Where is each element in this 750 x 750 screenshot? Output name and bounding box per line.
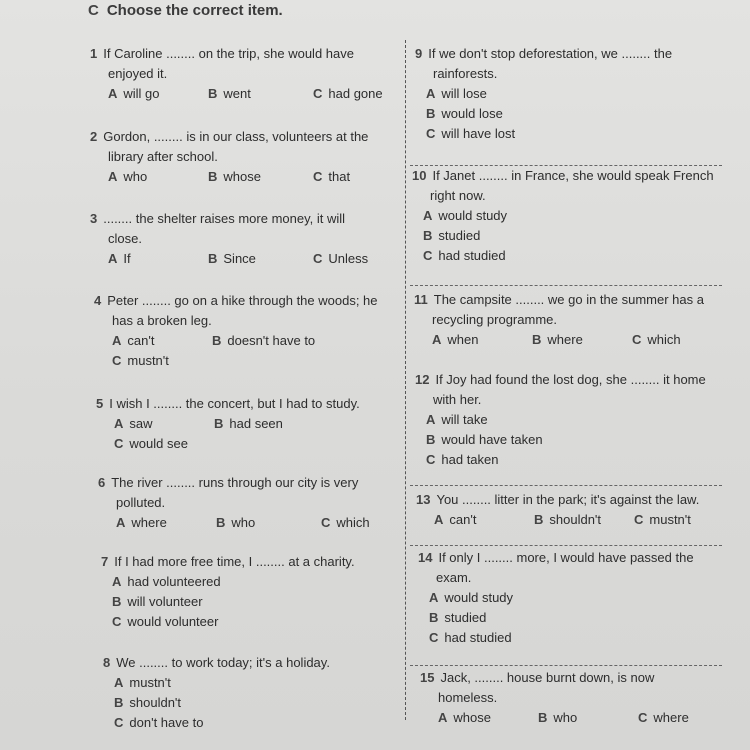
section-title: Choose the correct item. (106, 2, 283, 19)
option-text: don't have to (129, 715, 204, 730)
question-text-continued: close. (108, 231, 142, 246)
question-text-continued: homeless. (438, 690, 498, 705)
option-letter: C (114, 436, 124, 451)
question-number: 12 (415, 372, 430, 387)
option-letter: A (116, 515, 126, 530)
option-text: which (647, 332, 681, 347)
answer-options (90, 249, 396, 269)
answer-option-b[interactable] (208, 167, 261, 187)
question-number: 15 (420, 670, 435, 685)
option-letter: C (638, 710, 648, 725)
question-number: 11 (414, 292, 428, 307)
answer-option-a[interactable] (415, 84, 719, 104)
answer-option-c[interactable] (418, 628, 720, 648)
answer-option-a[interactable] (101, 572, 401, 592)
option-text: that (328, 169, 351, 184)
question-number: 4 (94, 293, 102, 308)
question-text: We ........ to work today; it's a holiday. (116, 655, 330, 670)
answer-option-b[interactable] (208, 84, 251, 104)
option-text: will have lost (441, 126, 516, 141)
option-letter: C (313, 169, 323, 184)
option-letter: C (429, 630, 439, 645)
row-divider (410, 485, 722, 486)
option-text: saw (129, 416, 153, 431)
question-stem (416, 490, 722, 510)
option-letter: C (423, 248, 433, 263)
answer-options (418, 588, 720, 648)
answer-options (415, 84, 719, 144)
option-letter: B (114, 695, 124, 710)
question-stem (415, 44, 719, 64)
option-letter: C (426, 126, 436, 141)
question-13 (416, 490, 722, 530)
option-text: whose (223, 169, 261, 184)
option-text: who (123, 169, 148, 184)
question-number: 3 (90, 211, 98, 226)
option-letter: A (432, 332, 442, 347)
option-letter: A (108, 169, 118, 184)
option-text: mustn't (649, 512, 691, 527)
answer-options (94, 351, 398, 371)
question-number: 7 (101, 554, 109, 569)
question-stem (420, 668, 722, 688)
option-text: would volunteer (127, 614, 219, 629)
question-1 (90, 44, 396, 104)
row-divider (410, 545, 722, 546)
option-text: had studied (438, 248, 506, 263)
answer-option-a[interactable] (112, 331, 154, 351)
answer-options (96, 434, 396, 454)
answer-option-c[interactable] (313, 249, 368, 269)
option-text: went (223, 86, 251, 101)
answer-option-a[interactable] (434, 510, 476, 530)
question-text-continued: exam. (436, 570, 472, 585)
question-text: If we don't stop deforestation, we ........ the (428, 46, 673, 61)
option-text: Since (223, 251, 256, 266)
answer-option-b[interactable] (216, 513, 255, 533)
answer-options (414, 330, 720, 350)
answer-option-a[interactable] (415, 410, 721, 430)
option-text: had seen (229, 416, 283, 431)
answer-option-a[interactable] (108, 84, 160, 104)
option-text: would lose (441, 106, 503, 121)
question-2 (90, 127, 396, 187)
answer-options (90, 167, 396, 187)
option-text: mustn't (127, 353, 169, 368)
question-stem (103, 653, 393, 673)
option-letter: A (426, 412, 436, 427)
question-text-continued: library after school. (108, 149, 218, 164)
question-5 (96, 394, 396, 454)
answer-option-a[interactable] (116, 513, 167, 533)
option-text: studied (444, 610, 487, 625)
answer-option-b[interactable] (214, 414, 283, 434)
question-4 (94, 291, 398, 371)
option-letter: C (112, 353, 122, 368)
question-text-continued: polluted. (116, 495, 166, 510)
option-letter: C (313, 86, 323, 101)
answer-option-c[interactable] (101, 612, 401, 632)
option-letter: B (423, 228, 433, 243)
answer-option-a[interactable] (108, 249, 131, 269)
answer-option-c[interactable] (313, 167, 350, 187)
answer-option-c[interactable] (632, 330, 681, 350)
answer-options (103, 673, 393, 733)
option-letter: A (114, 675, 124, 690)
question-text: The river ........ runs through our city is very (111, 475, 359, 490)
option-letter: A (429, 590, 439, 605)
answer-option-c[interactable] (114, 434, 188, 454)
option-text: will lose (441, 86, 487, 101)
question-text-continued: rainforests. (433, 66, 498, 81)
option-letter: C (426, 452, 436, 467)
answer-options (98, 513, 402, 533)
question-text: ........ the shelter raises more money, it will (103, 211, 346, 226)
option-letter: B (208, 169, 218, 184)
question-text: I wish I ........ the concert, but I had to study. (109, 396, 360, 411)
question-text: If only I ........ more, I would have passed the (438, 550, 694, 565)
option-text: would study (444, 590, 514, 605)
option-text: shouldn't (129, 695, 182, 710)
question-number: 10 (412, 168, 427, 183)
question-11 (414, 290, 720, 350)
question-text-continued: recycling programme. (432, 312, 557, 327)
option-text: can't (127, 333, 155, 348)
option-text: where (131, 515, 167, 530)
question-number: 1 (90, 46, 98, 61)
answer-options (415, 410, 721, 470)
question-number: 9 (415, 46, 423, 61)
option-text: where (547, 332, 583, 347)
option-text: doesn't have to (227, 333, 316, 348)
option-letter: C (634, 512, 644, 527)
question-6 (98, 473, 402, 533)
question-stem (90, 209, 396, 229)
question-stem (418, 548, 720, 568)
option-letter: C (313, 251, 323, 266)
question-stem (412, 166, 720, 186)
option-text: can't (449, 512, 477, 527)
question-text-continued: has a broken leg. (112, 313, 212, 328)
answer-options (412, 206, 720, 266)
answer-options (420, 708, 722, 728)
option-letter: C (321, 515, 331, 530)
section-heading (88, 2, 283, 19)
section-letter: C (88, 2, 99, 19)
question-number: 6 (98, 475, 106, 490)
option-letter: A (114, 416, 124, 431)
option-text: will take (441, 412, 488, 427)
option-text: would have taken (441, 432, 543, 447)
answer-options (94, 331, 398, 351)
option-letter: A (112, 333, 122, 348)
option-letter: C (114, 715, 124, 730)
answer-option-a[interactable] (412, 206, 720, 226)
answer-option-c[interactable] (103, 713, 393, 733)
answer-option-a[interactable] (103, 673, 393, 693)
option-text: where (653, 710, 689, 725)
question-number: 2 (90, 129, 98, 144)
answer-option-c[interactable] (415, 450, 721, 470)
option-text: had volunteered (127, 574, 221, 589)
option-letter: A (108, 251, 118, 266)
option-text: mustn't (129, 675, 171, 690)
answer-option-b[interactable] (538, 708, 577, 728)
option-text: shouldn't (549, 512, 602, 527)
question-stem (101, 552, 401, 572)
question-stem (90, 44, 396, 64)
option-text: If (123, 251, 131, 266)
option-text: which (336, 515, 370, 530)
answer-option-b[interactable] (415, 430, 721, 450)
answer-option-b[interactable] (212, 331, 315, 351)
option-text: Unless (328, 251, 369, 266)
answer-option-c[interactable] (321, 513, 370, 533)
question-text: The campsite ........ we go in the summer has a (433, 292, 704, 307)
answer-options (96, 414, 396, 434)
option-text: will go (123, 86, 160, 101)
question-stem (96, 394, 396, 414)
option-letter: C (112, 614, 122, 629)
option-text: would see (129, 436, 188, 451)
answer-option-b[interactable] (101, 592, 401, 612)
question-text-continued: with her. (433, 392, 482, 407)
question-15 (420, 668, 722, 728)
question-text-continued: enjoyed it. (108, 66, 168, 81)
option-letter: B (534, 512, 544, 527)
option-text: studied (438, 228, 481, 243)
answer-option-a[interactable] (438, 708, 491, 728)
question-text: Peter ........ go on a hike through the woods; he (107, 293, 378, 308)
row-divider (410, 665, 722, 666)
answer-option-b[interactable] (415, 104, 719, 124)
answer-option-b[interactable] (418, 608, 720, 628)
option-letter: B (532, 332, 542, 347)
question-9 (415, 44, 719, 144)
question-3 (90, 209, 396, 269)
question-number: 13 (416, 492, 431, 507)
option-letter: A (108, 86, 118, 101)
option-letter: B (216, 515, 226, 530)
question-number: 5 (96, 396, 104, 411)
answer-option-b[interactable] (532, 330, 583, 350)
option-letter: B (214, 416, 224, 431)
option-letter: A (112, 574, 122, 589)
option-text: had taken (441, 452, 499, 467)
answer-option-a[interactable] (114, 414, 153, 434)
option-text: had studied (444, 630, 512, 645)
question-number: 8 (103, 655, 111, 670)
option-letter: A (426, 86, 436, 101)
row-divider (410, 285, 722, 286)
option-text: when (447, 332, 479, 347)
option-letter: B (208, 251, 218, 266)
question-stem (415, 370, 721, 390)
question-stem (414, 290, 720, 310)
answer-options (90, 84, 396, 104)
option-text: had gone (328, 86, 383, 101)
answer-option-c[interactable] (313, 84, 383, 104)
option-text: who (231, 515, 256, 530)
question-12 (415, 370, 721, 470)
answer-option-a[interactable] (108, 167, 147, 187)
option-letter: C (632, 332, 642, 347)
question-text: If I had more free time, I ........ at a charity. (114, 554, 355, 569)
question-text: You ........ litter in the park; it's against the law. (436, 492, 700, 507)
option-text: whose (453, 710, 491, 725)
question-stem (90, 127, 396, 147)
answer-option-b[interactable] (103, 693, 393, 713)
answer-option-c[interactable] (412, 246, 720, 266)
option-letter: A (423, 208, 433, 223)
answer-option-a[interactable] (418, 588, 720, 608)
answer-option-b[interactable] (412, 226, 720, 246)
option-letter: B (426, 432, 436, 447)
option-letter: B (208, 86, 218, 101)
option-letter: B (429, 610, 439, 625)
answer-option-a[interactable] (432, 330, 478, 350)
question-stem (94, 291, 398, 311)
question-text: If Joy had found the lost dog, she ........ it home (435, 372, 706, 387)
question-text: Jack, ........ house burnt down, is now (440, 670, 655, 685)
column-divider (405, 40, 406, 720)
answer-options (101, 572, 401, 632)
option-letter: A (438, 710, 448, 725)
option-text: who (553, 710, 578, 725)
question-7 (101, 552, 401, 632)
option-text: will volunteer (127, 594, 203, 609)
question-14 (418, 548, 720, 648)
question-number: 14 (418, 550, 433, 565)
answer-option-c[interactable] (638, 708, 689, 728)
answer-option-c[interactable] (415, 124, 719, 144)
question-text: If Janet ........ in France, she would speak French (432, 168, 714, 183)
answer-option-c[interactable] (112, 351, 169, 371)
question-10 (412, 166, 720, 266)
answer-option-b[interactable] (534, 510, 601, 530)
option-text: would study (438, 208, 508, 223)
option-letter: B (112, 594, 122, 609)
question-8 (103, 653, 393, 733)
answer-option-b[interactable] (208, 249, 256, 269)
question-text: Gordon, ........ is in our class, volunteers at the (103, 129, 369, 144)
answer-option-c[interactable] (634, 510, 691, 530)
question-stem (98, 473, 402, 493)
question-text: If Caroline ........ on the trip, she would have (103, 46, 354, 61)
answer-options (416, 510, 722, 530)
option-letter: A (434, 512, 444, 527)
option-letter: B (538, 710, 548, 725)
option-letter: B (212, 333, 222, 348)
option-letter: B (426, 106, 436, 121)
question-text-continued: right now. (430, 188, 486, 203)
